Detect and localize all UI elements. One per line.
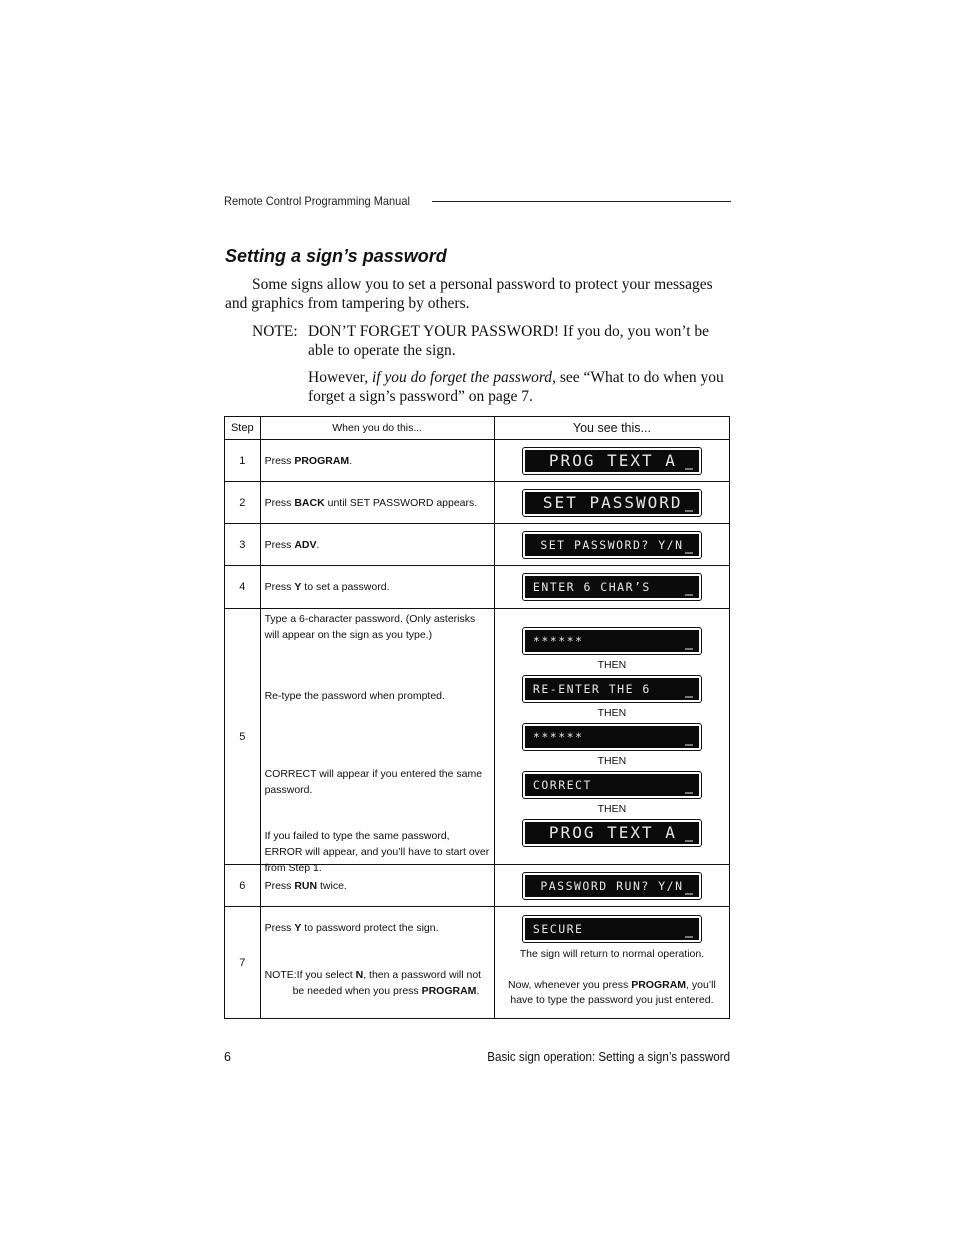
step-number: 2 (225, 482, 261, 524)
note-text: DON’T FORGET YOUR PASSWORD! If you do, you won’t be able to operate the sign. (308, 323, 710, 359)
step5-text-b: Re-type the password when prompted. (264, 689, 445, 702)
sign-display-text: PROG TEXT A (525, 822, 699, 844)
table-row (225, 609, 730, 865)
step7-instruction: Press Y to password protect the sign. (264, 922, 439, 934)
sign-display (522, 723, 702, 751)
step-result (494, 865, 729, 907)
section-title: Setting a sign’s password (225, 246, 447, 266)
step7-note: NOTE:If you select N, then a password will not be needed when you press PROGRAM. (264, 969, 482, 997)
sign-display (522, 915, 702, 943)
key-name: RUN (294, 879, 318, 892)
step-number: 3 (225, 524, 261, 566)
however-italic: if you do forget the password (371, 369, 553, 386)
note-block (252, 322, 730, 360)
key-name: Y (294, 581, 302, 593)
step5-text-c: CORRECT will appear if you entered the same password. (264, 767, 483, 796)
however-prefix: However, (308, 369, 372, 386)
header-action: When you do this... (260, 417, 494, 440)
step-action: Press PROGRAM. (260, 440, 494, 482)
header-step: Step (225, 417, 261, 440)
step-action: Press ADV. (260, 524, 494, 566)
sign-display (522, 531, 702, 559)
table-row (225, 907, 730, 1019)
header-result: You see this... (494, 417, 729, 440)
step-result (494, 566, 729, 609)
sign-display-text: SET PASSWORD? Y/N (525, 534, 699, 556)
step-action (260, 609, 494, 874)
table-row (225, 566, 730, 609)
key-name: Y (294, 922, 302, 934)
sign-display (522, 573, 702, 601)
key-name: PROGRAM (631, 979, 687, 991)
key-name: ADV (294, 538, 317, 551)
sign-display-text: PROG TEXT A (525, 450, 699, 472)
then-label: THEN (597, 754, 627, 767)
key-name: PROGRAM (294, 454, 350, 467)
step-result (494, 609, 729, 865)
step5-text-a: Type a 6-character password. (Only asterisks will appear on the sign as you type.) (264, 612, 476, 641)
table-row (225, 524, 730, 566)
however-paragraph (308, 368, 730, 406)
sign-display-text: RE-ENTER THE 6 (525, 678, 699, 700)
sign-display-text: ****** (525, 630, 699, 652)
intro-paragraph: Some signs allow you to set a personal password to protect your messages and graphics from tampering by others. (225, 276, 713, 312)
then-label: THEN (597, 706, 627, 719)
sign-display-text: SECURE (525, 918, 699, 940)
then-label: THEN (597, 802, 627, 815)
sign-display-text: PASSWORD RUN? Y/N (525, 875, 699, 897)
table-row (225, 482, 730, 524)
sign-display (522, 675, 702, 703)
running-title: Remote Control Programming Manual (224, 194, 410, 208)
step-result (494, 440, 729, 482)
sign-display-text: ****** (525, 726, 699, 748)
steps-table (224, 416, 730, 1019)
table-row (225, 440, 730, 482)
then-label: THEN (597, 658, 627, 671)
step5-text-d: If you failed to type the same password, ERROR will appear, and you’ll have to start over from Step 1. (264, 829, 490, 874)
sign-display (522, 872, 702, 900)
result-message-2: Now, whenever you press PROGRAM, you’ll have to type the password you just entered. (508, 979, 716, 1006)
sign-display (522, 627, 702, 655)
however-suffix: , see “What to do when you forget a sign’s password” on page 7. (308, 369, 724, 405)
key-name: PROGRAM (421, 985, 477, 997)
result-message: The sign will return to normal operation. (519, 948, 705, 960)
step-number: 5 (225, 609, 261, 865)
sign-display (522, 771, 702, 799)
step-result (494, 482, 729, 524)
note-label: NOTE: (252, 323, 298, 340)
sign-display (522, 819, 702, 847)
step-number: 1 (225, 440, 261, 482)
running-header (224, 192, 731, 210)
sign-display-text: CORRECT (525, 774, 699, 796)
step-result (494, 524, 729, 566)
page-number: 6 (224, 1050, 231, 1064)
sign-display (522, 489, 702, 517)
step-action: Press BACK until SET PASSWORD appears. (260, 482, 494, 524)
key-name: BACK (294, 496, 325, 509)
key-name: N (355, 969, 364, 981)
table-header-row (225, 417, 730, 440)
step-number: 7 (225, 907, 261, 1019)
sign-display-text: SET PASSWORD (525, 492, 699, 514)
step-number: 6 (225, 865, 261, 907)
header-rule (432, 201, 731, 202)
step-result (494, 907, 729, 1019)
step-action (260, 907, 494, 1019)
footer-chapter: Basic sign operation: Setting a sign’s password (487, 1050, 730, 1064)
sign-display (522, 447, 702, 475)
step-action: Press Y to set a password. (260, 566, 494, 609)
step-action: Press RUN twice. (260, 865, 494, 907)
sign-display-text: ENTER 6 CHAR’S (525, 576, 699, 598)
step-number: 4 (225, 566, 261, 609)
